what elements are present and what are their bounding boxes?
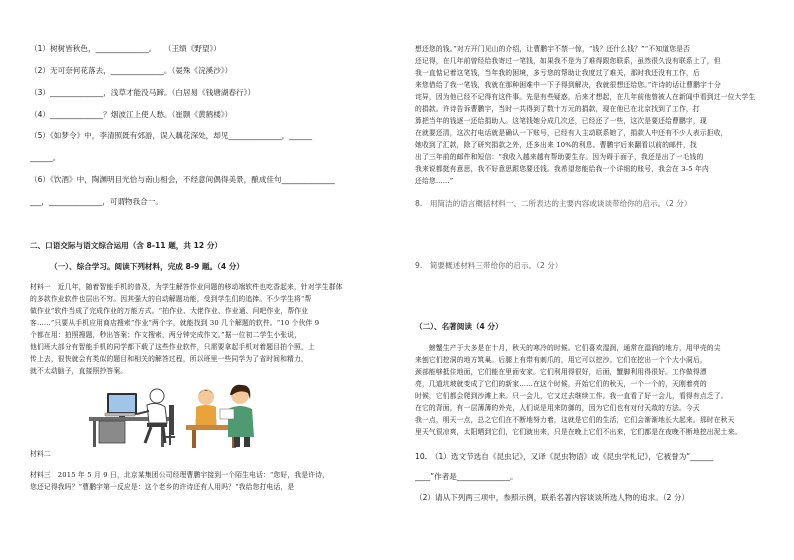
classics-excerpt-line: 螃蟹生产于大多是在十月，秋天的寒冷的时候。它们喜欢湿润，通常在湿润的地方，用甲壳的尖 (415, 344, 721, 352)
material-3-continued-line: 诧异，因为他已经不记得有这件事。先是有些疑惑，后来才想起，在几年前他曾被人在新闻中看到过一位大学生 (415, 93, 756, 101)
material-3-continued-line: 在就要还清，这次打电话就是确认一下账号，已经有人主动联系她了，捐款人中还有不少人表示拒收， (415, 129, 728, 137)
question-10-part1-line2: ____”作者是______________。 (415, 472, 518, 481)
question-10-part2: （2）请从下列两三项中，参照示例，联系名著内容谈谈所选人物的追求。（2 分） (415, 493, 690, 502)
material-3-continued-line: 她收到了汇款，除了研究捐款之外，还多出来 10%的利息。曹鹏宇后来翻看以前的邮件，找 (415, 141, 697, 149)
material-1-line: 他们班大部分有智能手机的同学都下载了这些作业软件，只需要拿起手机对着题目拍个照，上 (30, 343, 315, 351)
question-8: 8. 用简洁的语言概括材料一、二所表达的主要内容或谈谈带给你的启示。（2 分） (415, 199, 692, 208)
student-at-computer-illustration (85, 383, 185, 451)
question-poem-5-line1: （5）《如梦令》中，李清照既有郊游，误入藕花深处，却见______________，______ (30, 131, 312, 140)
section-heading: 二、口语交际与语文综合运用（含 8-11 题，共 12 分） (30, 241, 223, 250)
material-1-line: 做作业”软件当成了完成作业的万能方式。“拍作业、大佬作业、作业通、问吧作业，帮作业 (30, 307, 309, 315)
classics-excerpt-line: 我一点，明天一点，总之它们在不断地努力着，这就是它们的生活，它们会渐渐地长大起来。那时在秋天 (415, 416, 735, 424)
material-1-line: 的多款作业软件也层出不穷。因其强大的自动解题功能，受到学生们的追捧。不少学生将“帮 (30, 295, 312, 303)
material-3-continued-line: 想还您的钱。”对方开门见山的介绍，让曹鹏宇不禁一惊，“钱？还什么钱？”“不知道您是否 (415, 45, 691, 53)
question-9: 9. 简要概述材料三带给你的启示。（2 分） (415, 261, 563, 270)
question-poem-6-line2: ___，______________，可谓物我合一。 (30, 197, 163, 206)
question-poem-1: （1）树树皆秋色，______________。 （王绩《野望》） (30, 44, 221, 53)
material-3-continued-line: 还记得，在几年前曾经给我寄过一笔钱，如果我不是为了难得跟您联系，虽然很久没有联系上了，但 (415, 57, 721, 65)
material-1-line: 就不太动脑子，直接照抄答案。 (30, 367, 128, 375)
material-3-continued-line: 算把当年的钱逐一还给捐助人。这笔钱她分成几次还，已经还了一些，这次是要还给曹鹏宇，现 (415, 117, 707, 125)
question-poem-6-line1: （6）《饮酒》中，陶渊明目光恰与南山相会，不经意间偶得美景，酿成佳句______________ (30, 175, 335, 184)
material-2-label: 材料二 (30, 450, 51, 458)
question-poem-2: （2）无可奈何花落去，______________。（晏殊《浣溪沙》） (30, 66, 233, 75)
material-3-line: 您还记得我吗？”曹鹏宇第一反应是：这个老乡的许诗还有人用吗？“我给您打电话，是 (30, 483, 295, 491)
classics-excerpt-line: 颈部能够抵住地面，它们能在里面安家。它们利用得很好，后面，蟹脚利用得很好。工作做得漂 (415, 368, 707, 376)
subsection-heading-classics: （二）、名著阅读（4 分） (415, 322, 503, 331)
classics-excerpt-line: 时候，它们都会爬到沙滩上来。只一会儿，它又过去继续工作。我一直看了好一会儿，看得有点乏了。 (415, 392, 728, 400)
question-poem-5-line2: ______。 (30, 153, 61, 162)
material-1-line: 材料一 近几年，随着智能手机的普及，为学生解答作业问题的移动端软件也吃香起来，针对学生群体 (30, 283, 343, 291)
subsection-heading: （一）、综合学习。阅读下列材料，完成 8-9 题。（4 分） (50, 262, 244, 271)
material-3-continued-line: 我来说都挺有意思，我不好意思跟您要还钱。我希望您能给我一个详细的账号，我会在 3-5 年内 (415, 165, 709, 173)
material-1-line: 传上去，很快就会有类似的题目和相关的解答过程，所以班里一些同学为了省时间和精力， (30, 355, 308, 363)
material-3-continued-line: 还给您……” (415, 177, 454, 185)
parent-child-study-illustration (180, 379, 270, 451)
material-3-continued-line: 我一直惦记着这笔钱，当年我的困境，多亏您的帮助让我度过了难关，那时我还没有工作，后 (415, 69, 700, 77)
material-3-continued-line: 来您借给了我一笔钱，我就在那种困难中一下子得到解决，我就很想还给您。”许诗的话让曹鹏宇十分 (415, 81, 721, 89)
question-poem-4: （4）______________？烟波江上使人愁。（崔颢《黄鹤楼》） (30, 110, 233, 119)
question-poem-3: （3）______________，浅草才能没马蹄。（白居易《钱塘湖春行》） (30, 88, 256, 97)
classics-excerpt-line: 在它的背面，有一层薄薄的外壳，人们说是用来防御的，因为它们也有对付天敌的方法。今天 (415, 404, 700, 412)
question-10-part1-line1: 10. （1）选文节选自《昆虫记》，又译《昆虫物语》或《昆虫学札记》，它被誉为“______ (415, 452, 714, 461)
material-3-line: 材料三 2015 年 5 月 9 日，北京某集团公司经理曹鹏宇接到一个陌生电话：“您好，我是许诗， (30, 471, 330, 479)
material-1-line: 个都在用：拍照搜题，秒出答案；作文搜索，两分钟完成作文。”据一位初二学生小张说， (30, 331, 302, 339)
classics-excerpt-line: 里天气很凉爽，太阳晒到它们，它们就出来，只是在晚上它们不出来，它们都是在夜晚不断地挖出泥土来。 (415, 428, 742, 436)
material-3-continued-line: 出了三年前的邮件和短信：“我收入越来越有帮助要生存。因为碍于面子，我还是出了一毛钱的 (415, 153, 704, 161)
material-1-line: 客……”只要从手机应用商店搜索“作业”两个字，就能找到 30 几个解题的软件。“10 个伙伴 9 (30, 319, 320, 327)
classics-excerpt-line: 亮，几道坑坡就变成了它们的新家……在这个时候，开始它们的秋天，一个一个的，天刚着亮的 (415, 380, 707, 388)
material-3-continued-line: 的捐款。许诗告诉曹鹏宇，当时一共得到了数十万元的捐款，现在他已在北京找到了工作，打 (415, 105, 700, 113)
classics-excerpt-line: 来刨它们挖洞的地方筑巢。后腿上有带有刺爪的，用它可以挖沙。它们在挖出一个个大小洞后， (415, 356, 707, 364)
